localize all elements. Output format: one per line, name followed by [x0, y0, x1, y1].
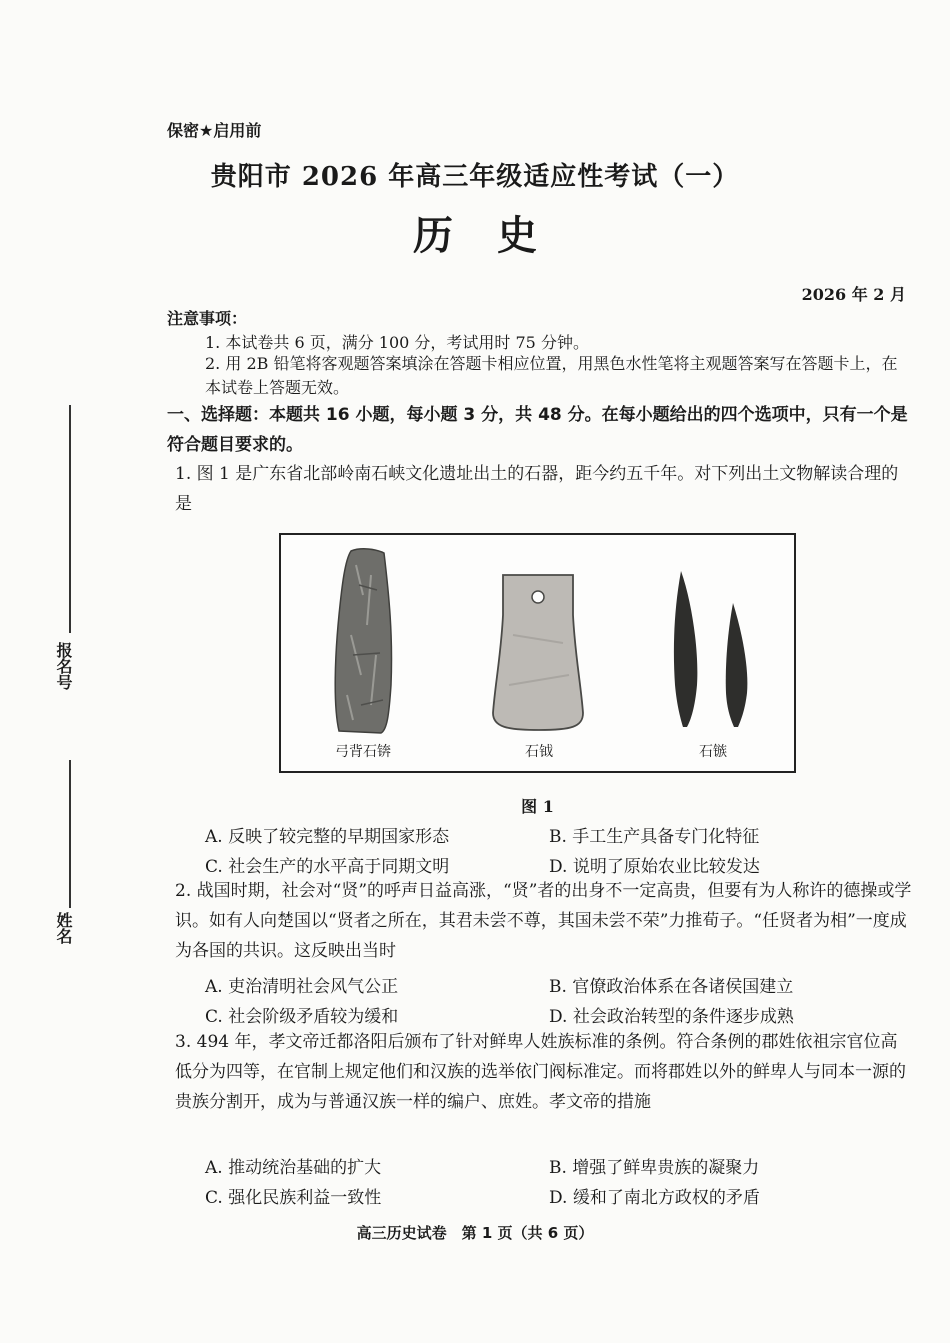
exam-title: 贵阳市 2026 年高三年级适应性考试（一） [210, 162, 740, 192]
q1-option-a: A. 反映了较完整的早期国家形态 [205, 827, 450, 847]
stone-arrowheads-image [674, 571, 747, 727]
name-label: 姓名 [54, 912, 73, 944]
q1-option-d: D. 说明了原始农业比较发达 [549, 857, 760, 877]
q3-option-c: C. 强化民族利益一致性 [205, 1188, 382, 1208]
exam-number-line [69, 405, 71, 633]
q3-option-a: A. 推动统治基础的扩大 [205, 1158, 382, 1178]
q3-option-b: B. 增强了鲜卑贵族的凝聚力 [549, 1158, 760, 1178]
q2-option-c: C. 社会阶级矛盾较为缓和 [205, 1007, 399, 1027]
figure-1-box [279, 533, 796, 773]
question-1-stem: 1. 图 1 是广东省北部岭南石峡文化遗址出土的石器，距今约五千年。对下列出土文物解读合理的是 [175, 464, 899, 514]
figure-caption: 图 1 [521, 797, 554, 816]
stone-adze-image [335, 549, 391, 733]
q2-option-d: D. 社会政治转型的条件逐步成熟 [549, 1007, 794, 1027]
q1-option-c: C. 社会生产的水平高于同期文明 [205, 857, 450, 877]
exam-date: 2026 年 2 月 [801, 285, 906, 304]
figure-label-adze: 弓背石锛 [335, 744, 391, 760]
q3-option-d: D. 缓和了南北方政权的矛盾 [549, 1188, 760, 1208]
stone-tools-illustration [281, 535, 794, 771]
notice-item-2: 2. 用 2B 铅笔将客观题答案填涂在答题卡相应位置，用黑色水性笔将主观题答案写在答题卡上，在本试卷上答题无效。 [205, 354, 898, 397]
q2-option-b: B. 官僚政治体系在各诸侯国建立 [549, 977, 794, 997]
name-line [69, 760, 71, 908]
figure-label-axe: 石钺 [525, 744, 553, 760]
page-footer: 高三历史试卷 第 1 页（共 6 页） [356, 1224, 594, 1242]
figure-label-arrowhead: 石镞 [699, 744, 727, 760]
exam-number-label: 报名号 [54, 642, 73, 690]
notice-heading: 注意事项： [167, 309, 248, 328]
question-2-stem: 2. 战国时期，社会对“贤”的呼声日益高涨，“贤”者的出身不一定高贵，但要有为人称许的德操或学识。如有人向楚国以“贤者之所在，其君未尝不尊，其国未尝不荣”力推荀子。“任贤者为相”一度成为各国的共识。这反映出当时 [175, 881, 912, 961]
notice-item-1: 1. 本试卷共 6 页，满分 100 分，考试用时 75 分钟。 [205, 333, 589, 352]
confidential-mark: 保密★启用前 [167, 121, 262, 140]
question-3-stem: 3. 494 年，孝文帝迁都洛阳后颁布了针对鲜卑人姓族标准的条例。符合条例的郡姓依祖宗官位高低分为四等，在官制上规定他们和汉族的选举依门阀标准定。而将郡姓以外的鲜卑人与同本一源的贵族分割开，成为与普通汉族一样的编户、庶姓。孝文帝的措施 [175, 1032, 906, 1112]
subject-title: 历史 [413, 212, 581, 259]
stone-axe-image [493, 575, 583, 730]
section-heading: 一、选择题：本题共 16 小题，每小题 3 分，共 48 分。在每小题给出的四个选项中，只有一个是符合题目要求的。 [167, 405, 908, 455]
q2-option-a: A. 吏治清明社会风气公正 [205, 977, 399, 997]
q1-option-b: B. 手工生产具备专门化特征 [549, 827, 760, 847]
